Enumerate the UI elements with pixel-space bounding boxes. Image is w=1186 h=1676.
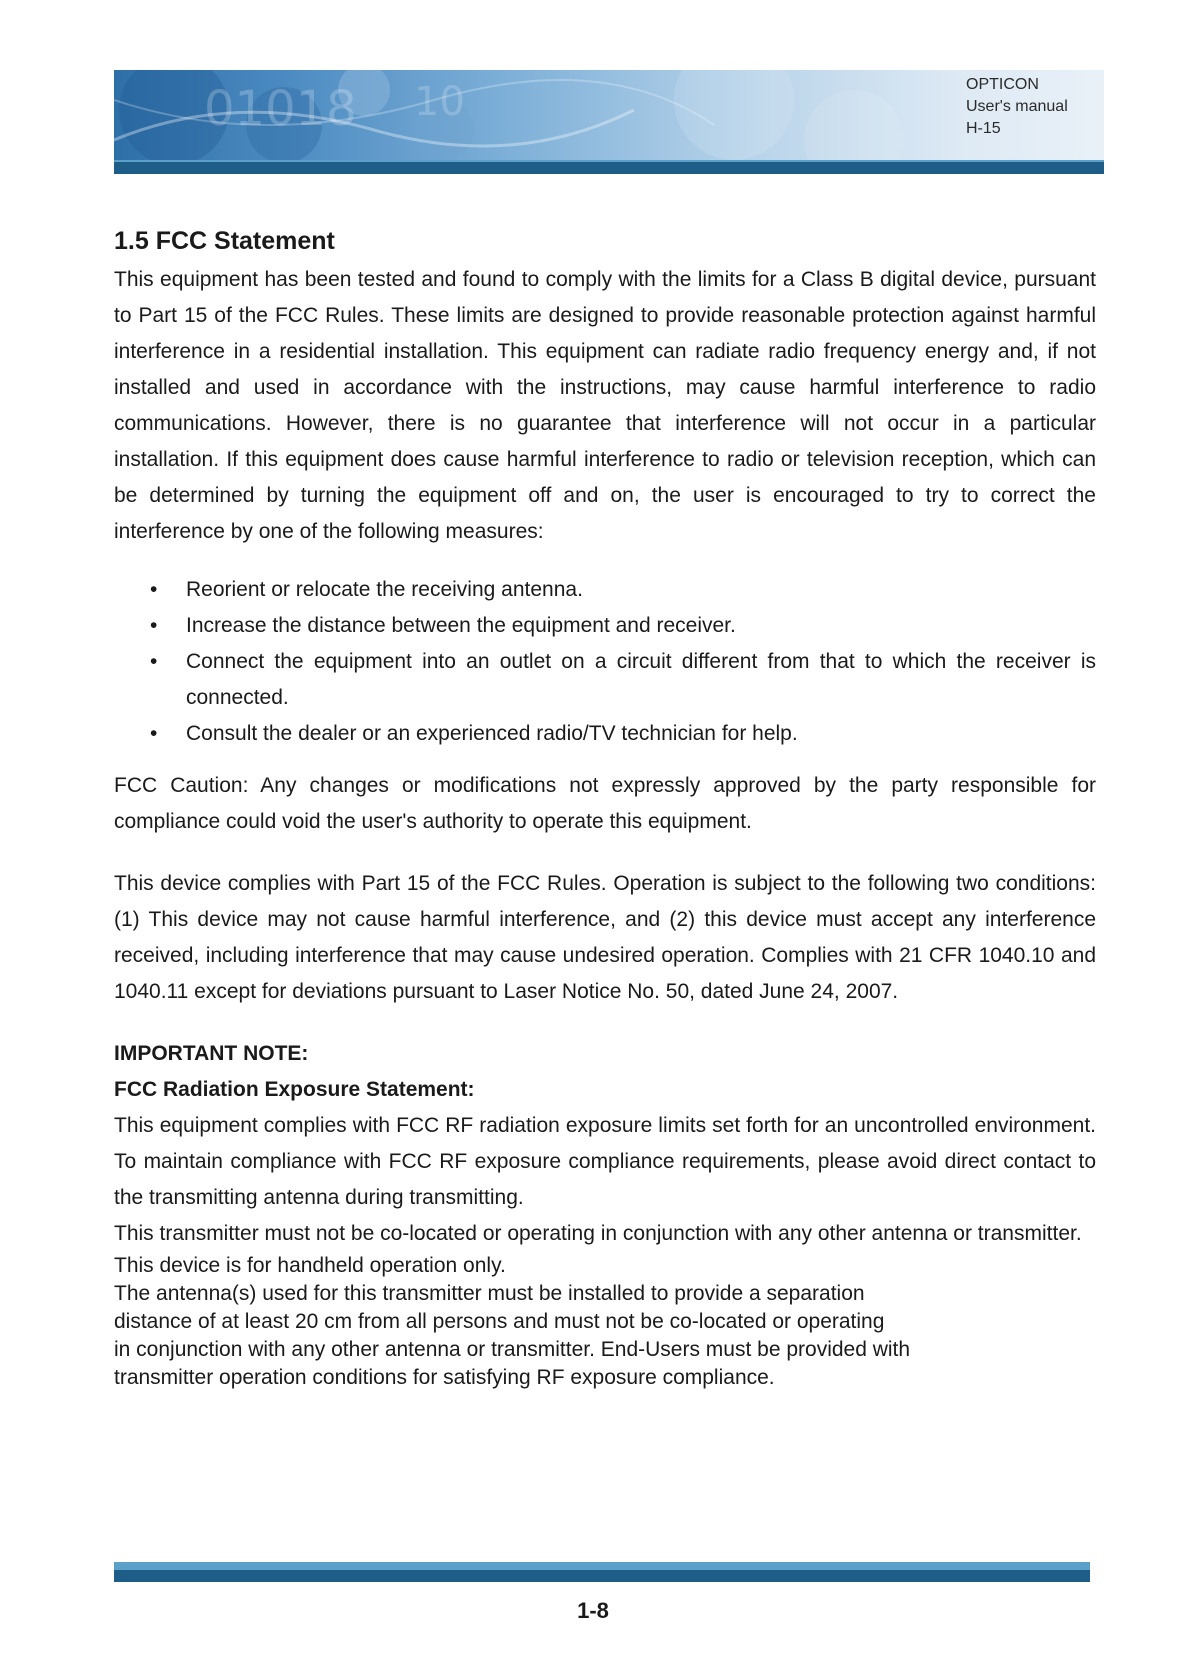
antenna-line: The antenna(s) used for this transmitter must be installed to provide a separation — [114, 1282, 865, 1305]
banner-graphic — [114, 70, 1104, 160]
header-model: H-15 — [966, 120, 1001, 137]
list-item: • Reorient or relocate the receiving antenna. — [114, 572, 1096, 608]
list-item: • Increase the distance between the equipment and receiver. — [114, 608, 1096, 644]
page-content — [114, 226, 1096, 1392]
antenna-block — [114, 1252, 1096, 1392]
antenna-line: transmitter operation conditions for satisfying RF exposure compliance. — [114, 1366, 775, 1389]
compliance-paragraph: This device complies with Part 15 of the FCC Rules. Operation is subject to the following two conditions: (1) This device may not cause harmful interference, and (2) this device must accept any interference received, including interference that may cause undesired operation. Complies with 21 CFR 1040.10 and 1040.11 except for deviations pursuant to Laser Notice No. 50, dated June 24, 2007. — [114, 872, 1096, 1003]
handheld-line: This device is for handheld operation only. — [114, 1254, 506, 1277]
important-heading: IMPORTANT NOTE: — [114, 1042, 309, 1065]
antenna-line: in conjunction with any other antenna or transmitter. End-Users must be provided with — [114, 1338, 911, 1361]
header-text — [966, 74, 1068, 140]
radiation-heading: FCC Radiation Exposure Statement: — [114, 1078, 475, 1101]
list-item: • Consult the dealer or an experienced radio/TV technician for help. — [114, 716, 1096, 752]
antenna-line: distance of at least 20 cm from all persons and must not be co-located or operating — [114, 1310, 885, 1333]
svg-text:01018: 01018 — [204, 81, 357, 137]
measures-list — [114, 572, 1096, 752]
svg-text:10: 10 — [414, 79, 465, 125]
header-banner — [114, 70, 1104, 160]
list-item: • Connect the equipment into an outlet on a circuit different from that to which the receiver is connected. — [114, 644, 1096, 716]
footer-bar — [114, 1562, 1090, 1582]
header-brand: OPTICON — [966, 76, 1039, 93]
colocation-paragraph: This transmitter must not be co-located or operating in conjunction with any other antenna or transmitter. — [114, 1222, 1082, 1245]
header-manual: User's manual — [966, 98, 1068, 115]
radiation-paragraph: This equipment complies with FCC RF radiation exposure limits set forth for an uncontrolled environment. To maintain compliance with FCC RF exposure compliance requirements, please avoid direct contact to the transmitting antenna during transmitting. — [114, 1114, 1096, 1209]
header-bar — [114, 160, 1104, 174]
caution-paragraph: FCC Caution: Any changes or modifications not expressly approved by the party responsible for compliance could void the user's authority to operate this equipment. — [114, 774, 1096, 833]
intro-paragraph: This equipment has been tested and found to comply with the limits for a Class B digital device, pursuant to Part 15 of the FCC Rules. These limits are designed to provide reasonable protection against harmful interference in a residential installation. This equipment can radiate radio frequency energy and, if not installed and used in accordance with the instructions, may cause harmful interference to radio communications. However, there is no guarantee that interference will not occur in a particular installation. If this equipment does cause harmful interference to radio or television reception, which can be determined by turning the equipment off and on, the user is encouraged to try to correct the interference by one of the following measures: — [114, 268, 1096, 543]
page-number: 1-8 — [577, 1598, 609, 1623]
section-title: 1.5 FCC Statement — [114, 227, 335, 255]
